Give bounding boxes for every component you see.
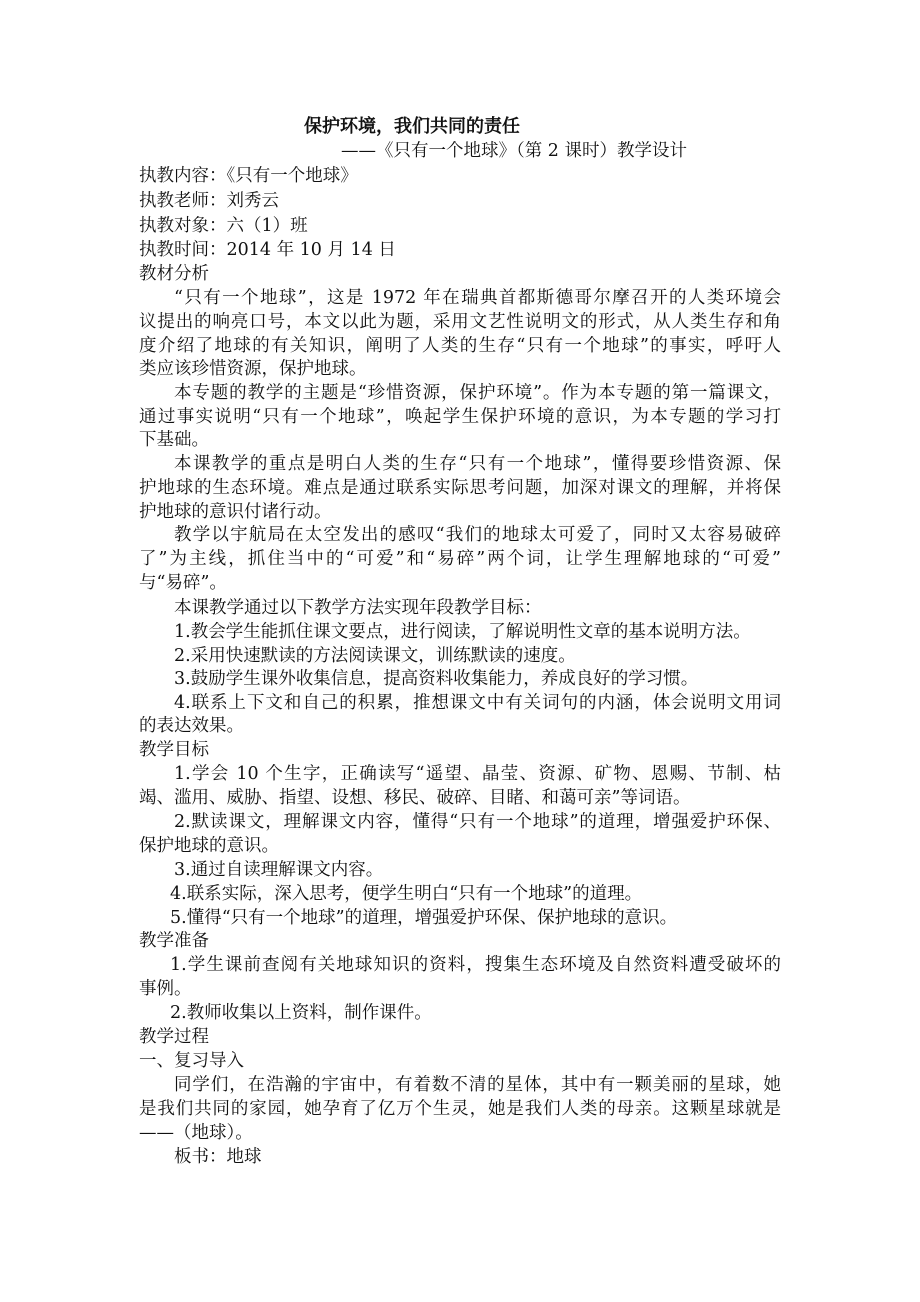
paragraph-line: 同学们，在浩瀚的宇宙中，有着数不清的星体，其中有一颗美丽的星球，她 (174, 1075, 781, 1095)
paragraph-line: ——（地球）。 (139, 1123, 253, 1143)
list-item: 1.学会 10 个生字，正确读写“遥望、晶莹、资源、矿物、恩赐、节制、枯 (174, 764, 781, 784)
paragraph-line: “只有一个地球”，这是 1972 年在瑞典首都斯德哥尔摩召开的人类环境会 (174, 288, 781, 308)
list-item: 2.采用快速默读的方法阅读课文，训练默读的速度。 (174, 646, 576, 666)
list-item: 3.通过自读理解课文内容。 (174, 860, 384, 880)
list-item: 1.学生课前查阅有关地球知识的资料，搜集生态环境及自然资料遭受破坏的 (170, 955, 781, 975)
list-item: 2.默读课文，理解课文内容，懂得“只有一个地球”的道理，增强爱护环保、 (174, 812, 781, 832)
list-item: 1.教会学生能抓住课文要点，进行阅读，了解说明性文章的基本说明方法。 (174, 622, 751, 642)
list-item: 4.联系上下文和自己的积累，推想课文中有关词句的内涵，体会说明文用词 (174, 693, 781, 713)
paragraph-line: 下基础。 (139, 430, 209, 450)
paragraph-line: 通过事实说明“只有一个地球”，唤起学生保护环境的意识，为本专题的学习打 (139, 407, 781, 427)
paragraph-line: 本课教学的重点是明白人类的生存“只有一个地球”，懂得要珍惜资源、保 (174, 454, 781, 474)
info-class: 执教对象：六（1）班 (139, 216, 308, 236)
paragraph-line: 教学以宇航局在太空发出的感叹“我们的地球太可爱了，同时又太容易破碎 (174, 525, 781, 545)
paragraph-line: 与“易碎”。 (139, 573, 227, 593)
paragraph-line: 本专题的教学的主题是“珍惜资源，保护环境”。作为本专题的第一篇课文， (174, 383, 781, 403)
paragraph-line: 议提出的响亮口号，本文以此为题，采用文艺性说明文的形式，从人类生存和角 (139, 312, 781, 332)
board-note: 板书：地球 (174, 1147, 262, 1167)
list-item: 2.教师收集以上资料，制作课件。 (170, 1003, 432, 1023)
info-time: 执教时间：2014 年 10 月 14 日 (139, 240, 396, 260)
paragraph-line: 本课教学通过以下教学方法实现年段教学目标： (174, 598, 542, 618)
section-heading: 教学准备 (139, 931, 209, 951)
list-item: 保护地球的意识。 (139, 836, 279, 856)
section-heading: 教学过程 (139, 1027, 209, 1047)
paragraph-line: 度介绍了地球的有关知识，阐明了人类的生存“只有一个地球”的事实，呼吁人 (139, 336, 781, 356)
document-title: 保护环境，我们共同的责任 (304, 116, 520, 137)
section-heading: 教学目标 (139, 740, 209, 760)
subsection-heading: 一、复习导入 (139, 1051, 244, 1071)
paragraph-line: 类应该珍惜资源，保护地球。 (139, 359, 367, 379)
list-item: 竭、滥用、威胁、指望、设想、移民、破碎、目睹、和蔼可亲”等词语。 (139, 788, 691, 808)
list-item: 的表达效果。 (139, 716, 244, 736)
list-item: 5.懂得“只有一个地球”的道理，增强爱护环保、保护地球的意识。 (170, 908, 678, 928)
list-item: 事例。 (139, 979, 192, 999)
info-content: 执教内容：《只有一个地球》 (139, 166, 358, 186)
paragraph-line: 护地球的意识付诸行动。 (139, 502, 332, 522)
list-item: 4.联系实际，深入思考，便学生明白“只有一个地球”的道理。 (170, 884, 643, 904)
info-teacher: 执教老师：刘秀云 (139, 191, 279, 211)
section-heading: 教材分析 (139, 264, 209, 284)
list-item: 3.鼓励学生课外收集信息，提高资料收集能力，养成良好的学习惯。 (174, 669, 699, 689)
paragraph-line: 护地球的生态环境。难点是通过联系实际思考问题，加深对课文的理解，并将保 (139, 478, 781, 498)
paragraph-line: 是我们共同的家园，她孕育了亿万个生灵，她是我们人类的母亲。这颗星球就是 (139, 1099, 781, 1119)
document-subtitle: ——《只有一个地球》（第 2 课时）教学设计 (341, 141, 688, 161)
paragraph-line: 了”为主线，抓住当中的“可爱”和“易碎”两个词，让学生理解地球的“可爱” (139, 549, 781, 569)
